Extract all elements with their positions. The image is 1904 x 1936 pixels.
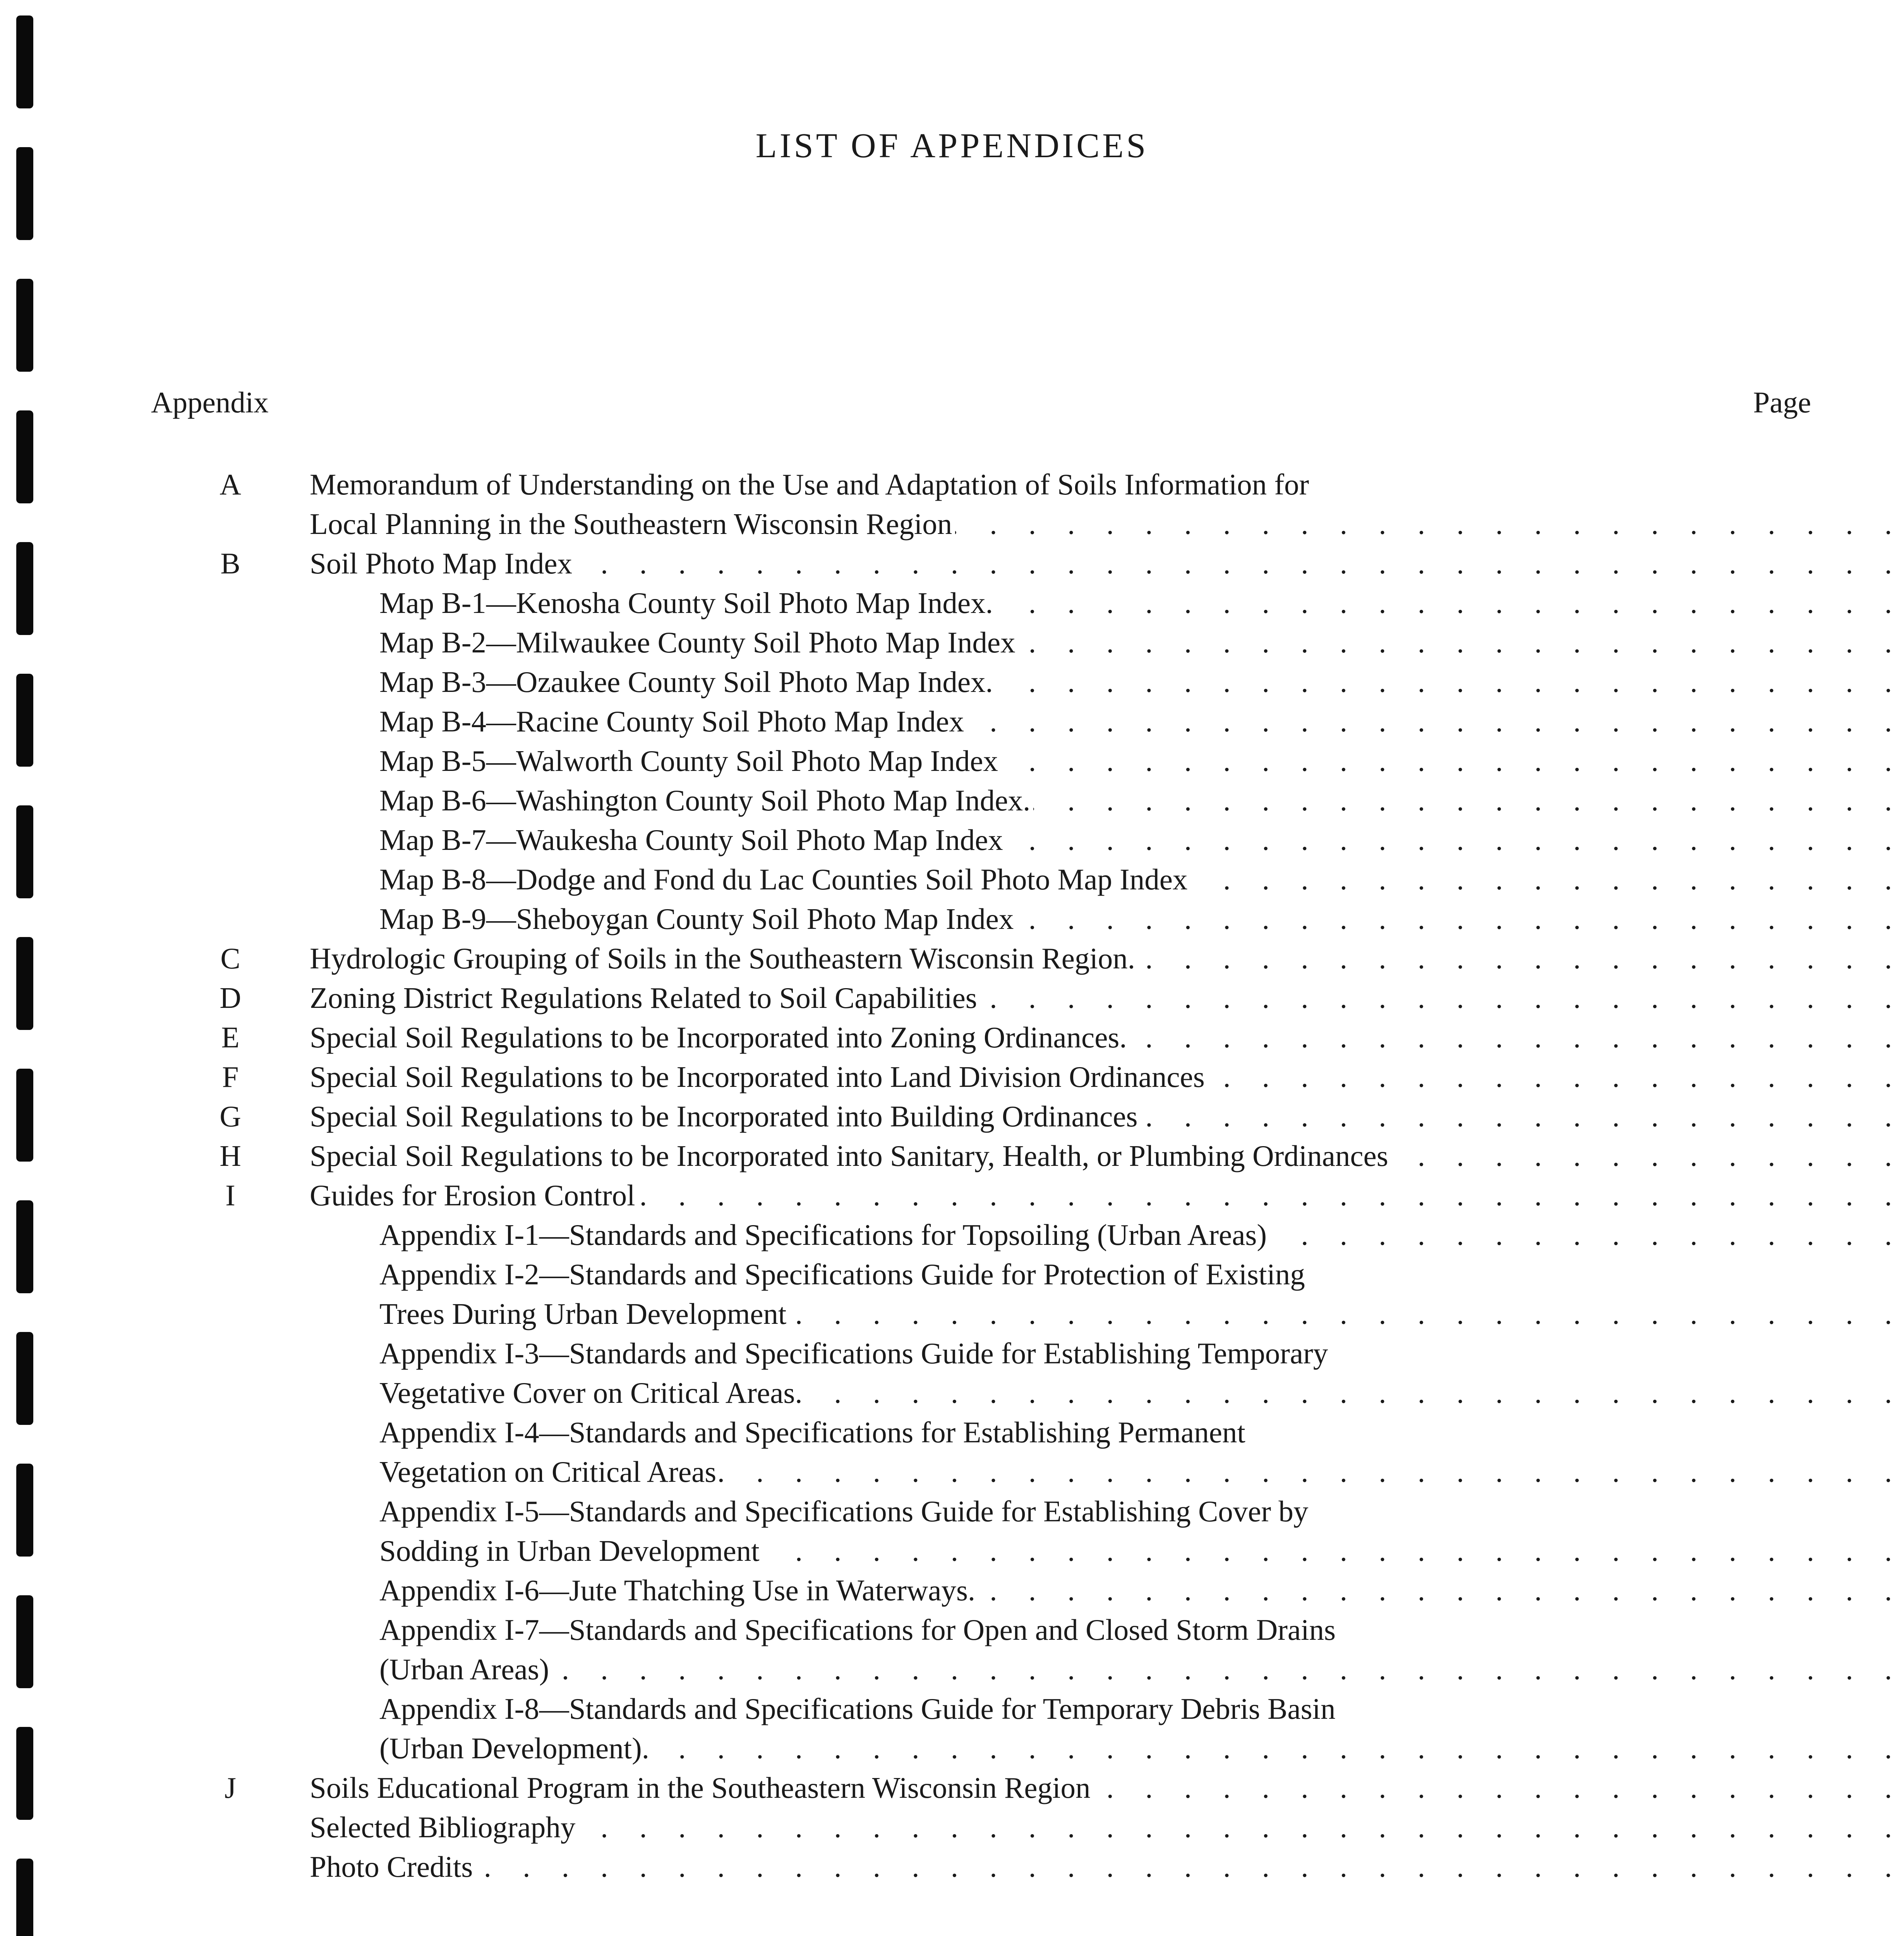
- appendix-letter: F: [222, 1060, 239, 1093]
- toc-entry-title: Map B-8—Dodge and Fond du Lac Counties Soil Photo Map Index: [379, 860, 1190, 899]
- appendix-letter: E: [221, 1021, 240, 1054]
- toc-entry: [379, 1255, 1308, 1294]
- toc-entry-title: Local Planning in the Southeastern Wisconsin Region: [310, 504, 955, 544]
- column-header-appendix: Appendix: [151, 386, 269, 419]
- toc-entry-title: Special Soil Regulations to be Incorporated into Land Division Ordinances: [310, 1057, 1208, 1097]
- toc-entry: [379, 741, 1904, 781]
- binding-hole: [16, 1859, 33, 1936]
- toc-entry: [379, 583, 1904, 623]
- toc-entry-title: Guides for Erosion Control: [310, 1176, 638, 1215]
- toc-entry-title: Map B-7—Waukesha County Soil Photo Map Index: [379, 820, 1006, 860]
- toc-entry-title: Appendix I-6—Jute Thatching Use in Waterways.: [379, 1570, 978, 1610]
- appendix-letter: I: [225, 1179, 235, 1212]
- toc-entry-title: Map B-1—Kenosha County Soil Photo Map Index.: [379, 583, 996, 623]
- toc-entry: [310, 465, 1312, 504]
- toc-entry: [310, 1768, 1904, 1807]
- toc-entry: [379, 1570, 1904, 1610]
- toc-entry-title: Vegetative Cover on Critical Areas.: [379, 1373, 806, 1413]
- toc-entry-title: Photo Credits: [310, 1847, 476, 1886]
- toc-entry: [310, 1136, 1904, 1176]
- toc-entry: [310, 1057, 1904, 1097]
- toc-entry-title: Soils Educational Program in the Southeastern Wisconsin Region: [310, 1768, 1093, 1807]
- appendix-letter: A: [220, 468, 241, 501]
- toc-entry: [379, 781, 1904, 820]
- binding-hole: [16, 674, 33, 767]
- toc-entry-title: Appendix I-5—Standards and Specifications Guide for Establishing Cover by: [379, 1491, 1311, 1531]
- toc-entry: [379, 702, 1904, 741]
- toc-entry-title: (Urban Areas): [379, 1649, 552, 1689]
- toc-entry: [379, 1610, 1339, 1649]
- binding-hole: [16, 937, 33, 1030]
- toc-entry: [379, 1294, 1904, 1334]
- toc-entry-title: Map B-3—Ozaukee County Soil Photo Map Index.: [379, 662, 996, 702]
- binding-hole: [16, 542, 33, 635]
- toc-entry-title: Special Soil Regulations to be Incorporated into Zoning Ordinances.: [310, 1018, 1130, 1057]
- toc-entry-title: Special Soil Regulations to be Incorporated into Building Ordinances: [310, 1097, 1141, 1136]
- appendix-letter: G: [220, 1100, 241, 1133]
- toc-entry-title: Appendix I-4—Standards and Specifications for Establishing Permanent: [379, 1413, 1249, 1452]
- dot-leader: [310, 1847, 1904, 1886]
- toc-entry: [379, 1413, 1249, 1452]
- toc-entry: [379, 860, 1904, 899]
- appendix-letter: B: [220, 547, 240, 580]
- toc-entry: [379, 623, 1904, 662]
- toc-entry-title: Soil Photo Map Index: [310, 544, 575, 583]
- binding-hole: [16, 805, 33, 898]
- toc-entry-title: (Urban Development).: [379, 1728, 652, 1768]
- toc-entry-title: Appendix I-3—Standards and Specifications Guide for Establishing Temporary: [379, 1334, 1331, 1373]
- toc-entry: [379, 1452, 1904, 1491]
- toc-entry: [310, 504, 1904, 544]
- toc-entry-title: Map B-9—Sheboygan County Soil Photo Map Index: [379, 899, 1017, 939]
- binding-hole: [16, 410, 33, 503]
- toc-entry: [379, 1531, 1904, 1570]
- toc-entry-title: Sodding in Urban Development: [379, 1531, 763, 1570]
- toc-entry: [310, 1097, 1904, 1136]
- appendix-letter: D: [220, 981, 241, 1014]
- binding-hole: [16, 15, 33, 108]
- toc-entry: [310, 939, 1904, 978]
- toc-entry-title: Map B-6—Washington County Soil Photo Map Index.: [379, 781, 1033, 820]
- binding-hole: [16, 1464, 33, 1557]
- binding-hole: [16, 1069, 33, 1162]
- toc-entry: [379, 1215, 1904, 1255]
- toc-entry-title: Zoning District Regulations Related to Soil Capabilities: [310, 978, 980, 1018]
- toc-entry: [379, 1689, 1338, 1728]
- page-title: LIST OF APPENDICES: [755, 127, 1149, 165]
- toc-entry: [379, 1334, 1331, 1373]
- toc-entry: [310, 544, 1904, 583]
- toc-entry: [310, 1176, 1904, 1215]
- toc-entry-title: Map B-5—Walworth County Soil Photo Map Index: [379, 741, 1001, 781]
- appendix-letter: J: [225, 1771, 236, 1804]
- toc-entry: [310, 1807, 1904, 1847]
- binding-hole: [16, 1727, 33, 1820]
- toc-entry: [379, 1373, 1904, 1413]
- toc-entry: [379, 1728, 1904, 1768]
- toc-entry-title: Hydrologic Grouping of Soils in the Southeastern Wisconsin Region.: [310, 939, 1138, 978]
- appendix-letter: H: [220, 1139, 241, 1172]
- binding-hole: [16, 1595, 33, 1688]
- toc-entry-title: Trees During Urban Development: [379, 1294, 789, 1334]
- toc-entry-title: Special Soil Regulations to be Incorporated into Sanitary, Health, or Plumbing Ordinances: [310, 1136, 1391, 1176]
- toc-entry-title: Appendix I-2—Standards and Specifications Guide for Protection of Existing: [379, 1255, 1308, 1294]
- dot-leader: [379, 1649, 1904, 1689]
- toc-entry: [379, 899, 1904, 939]
- toc-entry: [379, 1649, 1904, 1689]
- toc-entry-title: Appendix I-8—Standards and Specifications Guide for Temporary Debris Basin: [379, 1689, 1338, 1728]
- toc-entry: [379, 662, 1904, 702]
- toc-entry: [310, 1018, 1904, 1057]
- appendix-letter: C: [220, 942, 240, 975]
- toc-entry: [379, 1491, 1311, 1531]
- toc-entry: [310, 978, 1904, 1018]
- column-header-page: Page: [1753, 386, 1811, 419]
- toc-entry-title: Appendix I-7—Standards and Specifications for Open and Closed Storm Drains: [379, 1610, 1339, 1649]
- toc-entry-title: Selected Bibliography: [310, 1807, 578, 1847]
- toc-entry-title: Appendix I-1—Standards and Specifications for Topsoiling (Urban Areas): [379, 1215, 1270, 1255]
- binding-hole: [16, 1332, 33, 1425]
- binding-hole: [16, 279, 33, 372]
- binding-hole: [16, 1200, 33, 1293]
- binding-holes: [9, 0, 43, 1936]
- toc-entry-title: Map B-4—Racine County Soil Photo Map Index: [379, 702, 967, 741]
- toc-entry-title: Map B-2—Milwaukee County Soil Photo Map Index: [379, 623, 1019, 662]
- toc-entry: [310, 1847, 1904, 1886]
- toc-entry-title: Vegetation on Critical Areas: [379, 1452, 719, 1491]
- toc-entry-title: Memorandum of Understanding on the Use and Adaptation of Soils Information for: [310, 465, 1312, 504]
- toc-entry: [379, 820, 1904, 860]
